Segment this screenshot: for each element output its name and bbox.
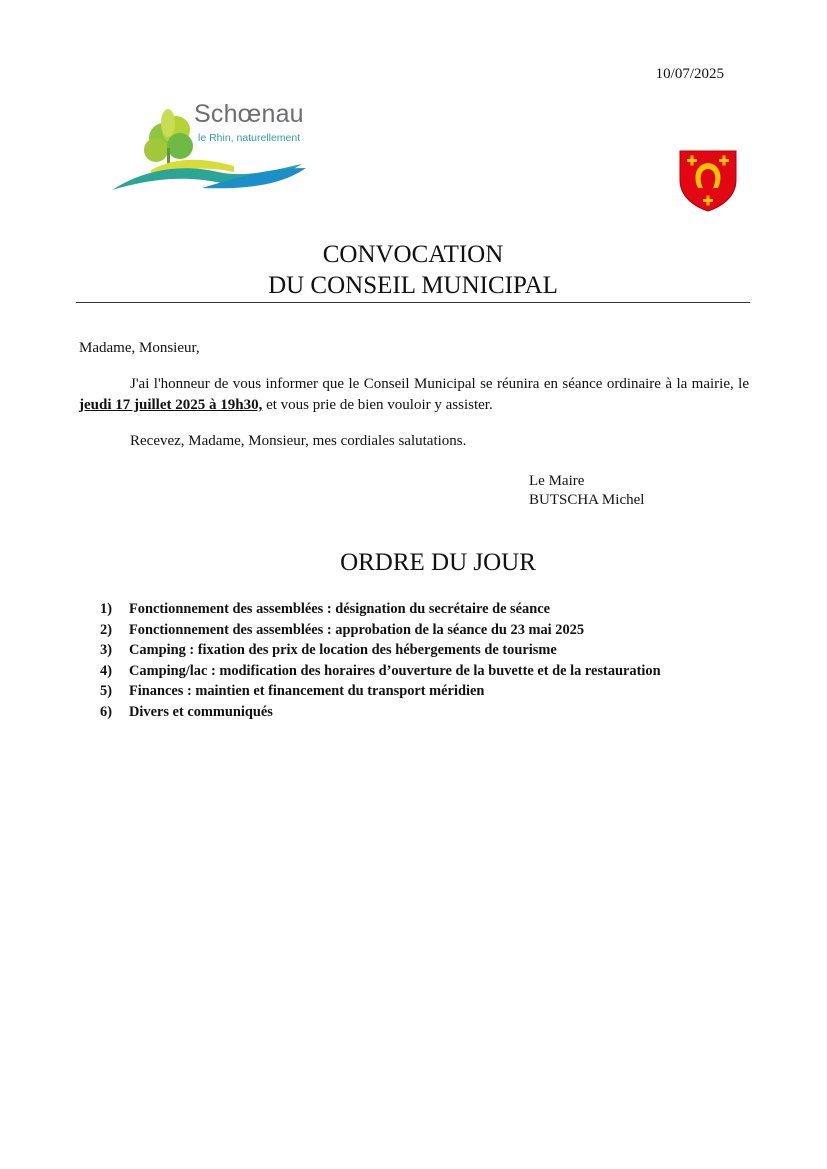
letter-body-intro: J'ai l'honneur de vous informer que le Conseil Municipal se réunira en séance ordinaire à la mairie, le xyxy=(130,376,749,392)
agenda-item-text: Fonctionnement des assemblées : approbation de la séance du 23 mai 2025 xyxy=(129,621,585,638)
agenda-list xyxy=(100,599,800,722)
agenda-item-number: 5) xyxy=(100,683,112,699)
closing-salutation: Recevez, Madame, Monsieur, mes cordiales salutations. xyxy=(130,433,467,449)
title-divider xyxy=(76,302,750,303)
agenda-item-number: 1) xyxy=(100,601,112,617)
document-title-line-2: DU CONSEIL MUNICIPAL xyxy=(268,272,558,299)
agenda-item-text: Camping : fixation des prix de location des hébergements de tourisme xyxy=(129,642,557,658)
logo-slogan: le Rhin, naturellement xyxy=(198,132,301,144)
agenda-item xyxy=(100,599,800,620)
agenda-item xyxy=(100,681,800,702)
agenda-item-text: Camping/lac : modification des horaires d’ouverture de la buvette et de la restauration xyxy=(129,662,661,679)
meeting-date: jeudi 17 juillet 2025 à 19h30, xyxy=(79,397,263,413)
greeting: Madame, Monsieur, xyxy=(79,340,200,356)
municipality-logo xyxy=(106,98,332,198)
coat-of-arms-icon xyxy=(679,150,737,212)
agenda-item-text: Divers et communiqués xyxy=(129,703,273,720)
signatory-role: Le Maire xyxy=(529,473,585,489)
agenda-item-number: 6) xyxy=(100,703,112,720)
agenda-item-number: 3) xyxy=(100,642,112,658)
agenda-item-number: 4) xyxy=(100,662,112,679)
logo-wordmark: Schœnau xyxy=(194,100,304,128)
letter-body-end: et vous prie de bien vouloir y assister. xyxy=(262,397,493,413)
agenda-item-text: Fonctionnement des assemblées : désignation du secrétaire de séance xyxy=(129,601,551,617)
document-title-line-1: CONVOCATION xyxy=(322,241,504,268)
agenda-title: ORDRE DU JOUR xyxy=(340,549,536,576)
agenda-item-text: Finances : maintien et financement du transport méridien xyxy=(129,683,485,699)
agenda-item xyxy=(100,620,800,641)
letter-body xyxy=(79,374,749,416)
document-date: 10/07/2025 xyxy=(655,66,724,82)
agenda-item xyxy=(100,640,800,661)
agenda-item xyxy=(100,702,800,723)
signatory-name: BUTSCHA Michel xyxy=(529,492,645,508)
agenda-item-number: 2) xyxy=(100,621,112,638)
agenda-item xyxy=(100,661,800,682)
